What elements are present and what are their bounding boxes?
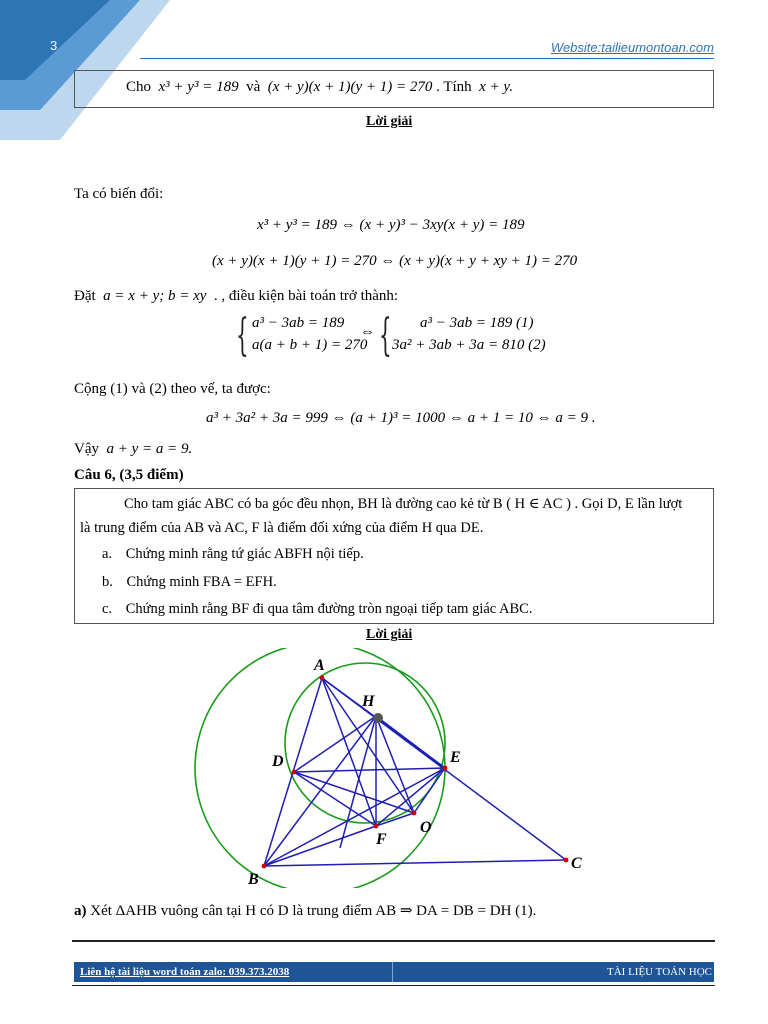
item-a-marker: a. bbox=[102, 546, 113, 562]
label-a: A bbox=[314, 657, 325, 674]
item-c-marker: c. bbox=[102, 601, 113, 617]
system-left bbox=[236, 310, 368, 361]
footer-brand: TÀI LIỆU TOÁN HỌC bbox=[607, 966, 712, 978]
problem6-line2: là trung điểm của AB và AC, F là điểm đối xứng của điểm H qua DE. bbox=[80, 520, 484, 536]
label-h: H bbox=[362, 693, 375, 710]
point-d bbox=[292, 770, 297, 775]
footer-divider-bottom bbox=[72, 985, 715, 986]
problem5-eq1: x³ + y³ = 189 bbox=[158, 79, 239, 95]
item-b-marker: b. bbox=[102, 574, 113, 590]
point-a bbox=[320, 676, 325, 681]
problem6-item-a bbox=[102, 546, 364, 563]
item-a-text: Chứng minh rằng tứ giác ABFH nội tiếp. bbox=[125, 546, 364, 562]
part-a-marker: a) bbox=[74, 903, 87, 919]
point-e bbox=[443, 766, 448, 771]
solution5-substitution bbox=[74, 288, 398, 305]
page-number: 3 bbox=[50, 38, 58, 53]
system-right-line2: 3a² + 3ab + 3a = 810 (2) bbox=[392, 337, 546, 353]
problem5-and: và bbox=[246, 79, 261, 95]
label-c: C bbox=[571, 855, 582, 872]
point-b bbox=[262, 864, 267, 869]
solution5-conclusion bbox=[74, 441, 192, 458]
label-d: D bbox=[272, 753, 284, 770]
label-f: F bbox=[376, 831, 387, 848]
footer-contact[interactable]: Liên hệ tài liệu word toán zalo: 039.373.2038 bbox=[80, 966, 290, 978]
footer-divider-top bbox=[72, 940, 715, 942]
segment-bh bbox=[264, 716, 376, 866]
label-o: O bbox=[420, 819, 432, 836]
problem5-prefix: Cho bbox=[126, 79, 152, 95]
solution5-eq1: x³ + y³ = 189 ⇔ (x + y)³ − 3xy(x + y) = 189 bbox=[257, 217, 525, 233]
point-c bbox=[564, 858, 569, 863]
problem6-title: Câu 6, (3,5 điểm) bbox=[74, 467, 184, 483]
segment-bc bbox=[264, 860, 566, 866]
solution6-heading: Lời giải bbox=[366, 627, 413, 642]
geometry-figure bbox=[190, 648, 610, 888]
problem5-target: x + y. bbox=[479, 79, 514, 95]
problem5-eq2: (x + y)(x + 1)(y + 1) = 270 bbox=[267, 79, 433, 95]
solution6-part-a bbox=[74, 901, 536, 920]
point-o bbox=[412, 811, 417, 816]
item-c-text: Chứng minh rằng BF đi qua tâm đường tròn ngoại tiếp tam giác ABC. bbox=[125, 601, 533, 617]
problem6-line1: Cho tam giác ABC có ba góc đều nhọn, BH là đường cao kẻ từ B ( H ∈ AC ) . Gọi D, E lần lượt bbox=[124, 496, 683, 512]
substitution-math: a = x + y; b = xy bbox=[103, 288, 207, 304]
segment-de bbox=[294, 768, 445, 772]
header-divider bbox=[140, 58, 714, 59]
item-b-text: Chứng minh FBA = EFH. bbox=[126, 574, 277, 590]
footer-bar-split bbox=[392, 962, 393, 982]
segment-fo bbox=[376, 813, 414, 826]
point-h bbox=[373, 713, 383, 723]
problem5-ask: . Tính bbox=[436, 79, 472, 95]
point-f bbox=[374, 824, 379, 829]
conclusion-math: a + y = a = 9. bbox=[106, 441, 193, 457]
system-right bbox=[379, 310, 546, 361]
website-link[interactable]: Website:tailieumontoan.com bbox=[550, 40, 714, 55]
circle-adhe bbox=[285, 663, 445, 823]
problem5-statement bbox=[126, 79, 513, 96]
label-e: E bbox=[450, 749, 461, 766]
label-b: B bbox=[248, 871, 259, 888]
problem6-item-b bbox=[102, 574, 277, 591]
problem6-item-c bbox=[102, 601, 532, 618]
system-left-brace: { bbox=[236, 310, 249, 361]
part-a-text: Xét ΔAHB vuông cân tại H có D là trung điểm AB ⇒ DA = DB = DH (1). bbox=[90, 903, 537, 919]
conclusion-prefix: Vậy bbox=[74, 441, 99, 457]
system-right-brace: { bbox=[379, 310, 392, 361]
system-right-line1: a³ − 3ab = 189 (1) bbox=[420, 315, 534, 331]
solution5-intro: Ta có biến đổi: bbox=[74, 186, 164, 202]
segment-bf bbox=[264, 826, 376, 866]
solution5-eq3: a³ + 3a² + 3a = 999 ⇔ (a + 1)³ = 1000 ⇔ a + 1 = 10 ⇔ a = 9 . bbox=[206, 410, 596, 426]
solution5-add-line: Cộng (1) và (2) theo vế, ta được: bbox=[74, 381, 271, 397]
solution5-eq2: (x + y)(x + 1)(y + 1) = 270 ⇔ (x + y)(x + y + xy + 1) = 270 bbox=[212, 253, 578, 269]
segment-be bbox=[264, 768, 445, 866]
substitution-suffix: . , điều kiện bài toán trở thành: bbox=[213, 288, 399, 304]
substitution-prefix: Đặt bbox=[74, 288, 96, 304]
system-left-line1: a³ − 3ab = 189 bbox=[252, 315, 345, 331]
system-left-line2: a(a + b + 1) = 270 bbox=[252, 337, 368, 353]
system-equivalence: ⇔ bbox=[360, 324, 375, 340]
solution5-heading: Lời giải bbox=[366, 114, 413, 129]
segment-do bbox=[294, 772, 414, 813]
